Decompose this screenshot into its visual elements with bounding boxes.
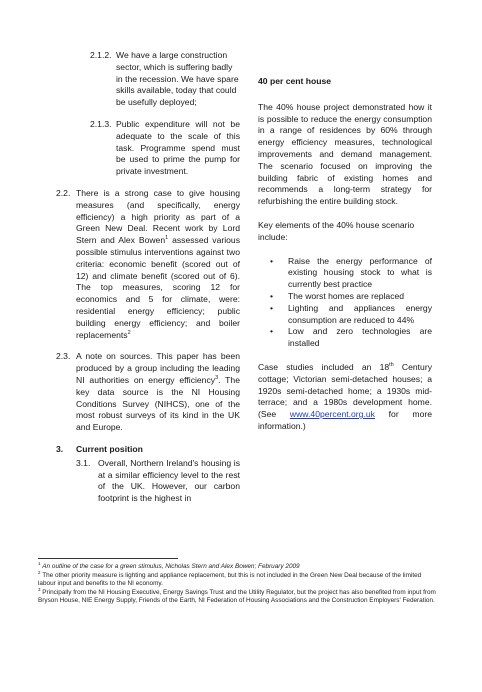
box-title: 40 per cent house: [258, 76, 332, 86]
text-segment: for more information.): [258, 409, 432, 431]
list-item: [258, 291, 432, 303]
superscript: th: [389, 362, 394, 369]
right-column-box: [258, 50, 432, 445]
footnote-number: 1: [38, 560, 41, 566]
list-item-text: The worst homes are replaced: [288, 290, 405, 301]
bullet-list: [258, 256, 432, 350]
footnote-ref: 3: [215, 375, 219, 382]
paragraph-2-1-2: [56, 50, 240, 109]
list-item: [258, 326, 432, 350]
paragraph-number: 2.1.2.: [90, 50, 112, 60]
left-column: [56, 50, 240, 515]
bullet-icon: •: [270, 302, 274, 313]
footnote-ref: 1: [165, 235, 169, 242]
text-segment: Case studies included an 18: [258, 361, 390, 372]
bullet-icon: •: [270, 290, 274, 301]
paragraph-3-1: [56, 458, 240, 505]
footnote: [38, 560, 438, 575]
paragraph-text: Public expenditure will not be adequate to the scale of this task. Programme spend must be used to prime the pump for private investment.: [116, 118, 240, 177]
paragraph-2-1-3: [56, 119, 240, 178]
footnote-text: Principally from the NI Housing Executive, Energy Savings Trust and the Utility Regulator, but the project has also benefited from input from Bryson House, NIE Energy Supply, Friends of the Earth, NI Federation of Housing Associations and the Construction Employers' Federation.: [38, 588, 436, 605]
list-item-text: Lighting and appliances energy consumption are reduced to 44%: [288, 302, 432, 325]
list-item-text: Raise the energy performance of existing housing stock to what is currently best practice: [288, 255, 432, 290]
paragraph-number: 2.1.3.: [90, 118, 112, 129]
paragraph-2-2: [56, 188, 240, 341]
text-segment: A note on sources. This paper has been produced by a group including the leading NI authorities on energy efficiency: [76, 351, 240, 385]
list-item: [258, 303, 432, 327]
bullet-icon: •: [270, 326, 274, 337]
paragraph-text: We have a large construction sector, which is suffering badly in the recession. We have spare skills available, today that could be usefully deployed;: [116, 50, 239, 108]
box-paragraph: Key elements of the 40% house scenario include:: [258, 219, 415, 242]
paragraph-text: Overall, Northern Ireland's housing is at a similar efficiency level to the rest of the UK. However, our carbon footprint is the highest in: [98, 457, 240, 504]
text-segment: . The key data source is the NI Housing Conditions Survey (NIHCS), one of the most robust surveys of its kind in the UK and Europe.: [76, 374, 240, 433]
footnote-text: The other priority measure is lighting and appliance replacement, but this is not included in the Green New Deal because of the limited labour input and benefits to the NI economy.: [38, 571, 422, 588]
footnote: [38, 586, 438, 606]
bullet-icon: •: [270, 255, 274, 266]
footnote-text: An outline of the case for a green stimulus, Nicholas Stern and Alex Bowen; February 2009: [42, 563, 300, 570]
section-heading: [56, 444, 240, 456]
paragraph-number: 2.2.: [56, 187, 71, 198]
section-title: Current position: [76, 443, 143, 454]
footnote-ref: 2: [127, 329, 131, 336]
box-paragraph: [258, 362, 432, 433]
footnote: [38, 569, 438, 589]
paragraph-number: 2.3.: [56, 351, 71, 362]
footnote-divider: [38, 558, 178, 559]
section-number: 3.: [56, 443, 64, 454]
text-segment: There is a strong case to give housing measures (and specifically, energy efficiency) a high priority as part of a Green New Deal. Recent work by Lord Stern and Alex Bowen: [76, 187, 240, 246]
box-paragraph: The 40% house project demonstrated how it is possible to reduce the energy consumption in a range of residences by 60% through energy efficiency measures, technological improvements and demand management. The scenario focused on improving the building fabric of existing homes and recommends a long-term strategy for refurbishing the entire building stock.: [258, 101, 432, 207]
text-segment: Century cottage; Victorian semi-detached houses; a 1920s semi-detached home; a 1930s mid-terrace; and a 1980s development home. (See: [258, 361, 432, 420]
paragraph-2-3: [56, 351, 240, 434]
website-link[interactable]: www.40percent.org.uk: [289, 409, 375, 420]
paragraph-number: 3.1.: [76, 457, 91, 468]
footnotes: [38, 560, 438, 606]
text-segment: assessed various possible stimulus interventions against two criteria: economic benefit (scored out of 12) and climate benefit (scored out of 6). The top measures, scoring 12 for economics and 5 for climate, were: residential energy efficiency; public building energy efficiency; and boiler replacements: [76, 235, 240, 340]
footnote-number: 2: [38, 569, 41, 575]
paragraph-text: [56, 188, 240, 341]
list-item: [258, 256, 432, 291]
footnote-number: 3: [38, 586, 41, 592]
paragraph-text: [56, 351, 240, 434]
list-item-text: Low and zero technologies are installed: [288, 326, 432, 349]
